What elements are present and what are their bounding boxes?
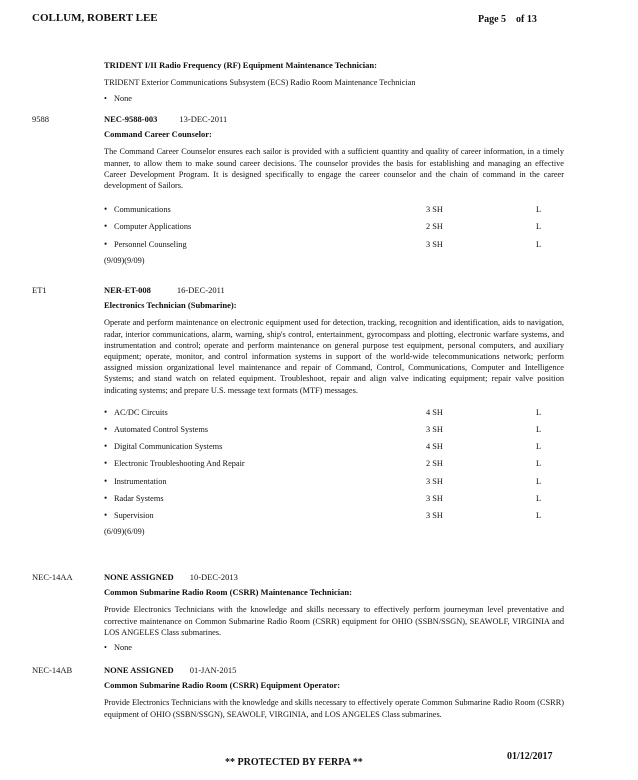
- entry-title: Electronics Technician (Submarine):: [104, 300, 237, 311]
- entry-note: (9/09)(9/09): [104, 255, 145, 265]
- credit-item: • AC/DC Circuits 4 SH L: [104, 404, 564, 421]
- entry-description: Provide Electronics Technicians with the knowledge and skills necessary to effectively operate Common Submarine Radio Room (CSRR) equipment of OHIO (SSBN/SSGN), SEAWOLF, VIRGINIA, and LOS ANGELES Class submarines.: [104, 698, 564, 719]
- student-name: COLLUM, ROBERT LEE: [32, 12, 158, 24]
- entry-description: Operate and perform maintenance on electronic equipment used for detection, tracking, recognition and identification, aids to navigation, radar, interior communications, alarm, warning, ship's control, entertainment, gyrocompass and plotting, electronic warfare systems, and instrumentation and control; operate and perform maintenance on general purpose test equipment, personal computers, and auxiliary equipment; operate, monitor, and control information systems in support of the world-wide telecommunications network; perform assigned mission organizational level maintenance and repair of Command, Control, Communications, Computer and Intelligence Systems; and stand watch on related equipment. Troubleshoot, repair and align valve indicating equipment; repair valve position indicating systems; and prepare U.S. message text formats (MTF) messages.: [104, 318, 564, 395]
- entry-date: 13-DEC-2011: [179, 114, 228, 124]
- credit-list: [104, 404, 564, 524]
- entry-code: 9588: [32, 114, 49, 124]
- trident-block: [104, 60, 564, 105]
- nec-code: NONE ASSIGNED: [104, 665, 174, 675]
- entry-title: Command Career Counselor:: [104, 129, 212, 140]
- credit-item: • Supervision 3 SH L: [104, 507, 564, 524]
- credit-item: • Instrumentation 3 SH L: [104, 473, 564, 490]
- print-date: 01/12/2017: [507, 751, 553, 762]
- credit-item: • Computer Applications 2 SH L: [104, 218, 564, 235]
- page-total: of 13: [516, 14, 537, 25]
- entry-description: The Command Career Counselor ensures each sailor is provided with a sufficient quantity and quality of career information, in a timely manner, to allow them to make sound career decisions. The counselor provides the basis for establishing and managing an effective Career Development Program. It is designed specifically to engage the career counselor and the chain of command in the career development of Sailors.: [104, 147, 564, 191]
- credit-item: • Digital Communication Systems 4 SH L: [104, 438, 564, 455]
- entry-code: NEC-14AA: [32, 572, 73, 582]
- credit-item: • Communications 3 SH L: [104, 201, 564, 218]
- nec-code: NONE ASSIGNED: [104, 572, 174, 582]
- entry-title: Common Submarine Radio Room (CSRR) Maintenance Technician:: [104, 587, 352, 598]
- ferpa-notice: ** PROTECTED BY FERPA **: [225, 757, 363, 768]
- entry-date: 01-JAN-2015: [189, 665, 237, 675]
- entry-9588: [104, 114, 564, 266]
- entry-14ab: [104, 665, 564, 720]
- page-label: Page 5: [478, 14, 507, 25]
- credit-list: [104, 201, 564, 253]
- bullet-item: • None: [104, 93, 564, 104]
- entry-code: ET1: [32, 285, 47, 295]
- entry-date: 10-DEC-2013: [189, 572, 238, 582]
- nec-code: NEC-9588-003: [104, 114, 158, 124]
- entry-14aa: [104, 572, 564, 653]
- credit-item: • Personnel Counseling 3 SH L: [104, 236, 564, 253]
- credit-item: • Radar Systems 3 SH L: [104, 490, 564, 507]
- credit-item: • Automated Control Systems 3 SH L: [104, 421, 564, 438]
- section-subtitle: TRIDENT Exterior Communications Subsystem (ECS) Radio Room Maintenance Technician: [104, 78, 416, 88]
- entry-et1: [104, 285, 564, 537]
- bullet-item: • None: [104, 642, 564, 653]
- credit-item: • Electronic Troubleshooting And Repair 2 SH L: [104, 455, 564, 472]
- entry-description: Provide Electronics Technicians with the knowledge and skills necessary to effectively perform journeyman level preventative and corrective maintenance on Common Submarine Radio Room (CSRR) equipment for OHIO (SSBN/SSGN), SEAWOLF, VIRGINIA and LOS ANGELES Class submarines.: [104, 605, 564, 637]
- page-indicator: [478, 14, 537, 25]
- entry-note: (6/09)(6/09): [104, 527, 145, 537]
- section-title: TRIDENT I/II Radio Frequency (RF) Equipment Maintenance Technician:: [104, 60, 377, 70]
- nec-code: NER-ET-008: [104, 285, 151, 295]
- entry-code: NEC-14AB: [32, 665, 73, 675]
- entry-title: Common Submarine Radio Room (CSRR) Equipment Operator:: [104, 680, 341, 691]
- entry-date: 16-DEC-2011: [176, 285, 225, 295]
